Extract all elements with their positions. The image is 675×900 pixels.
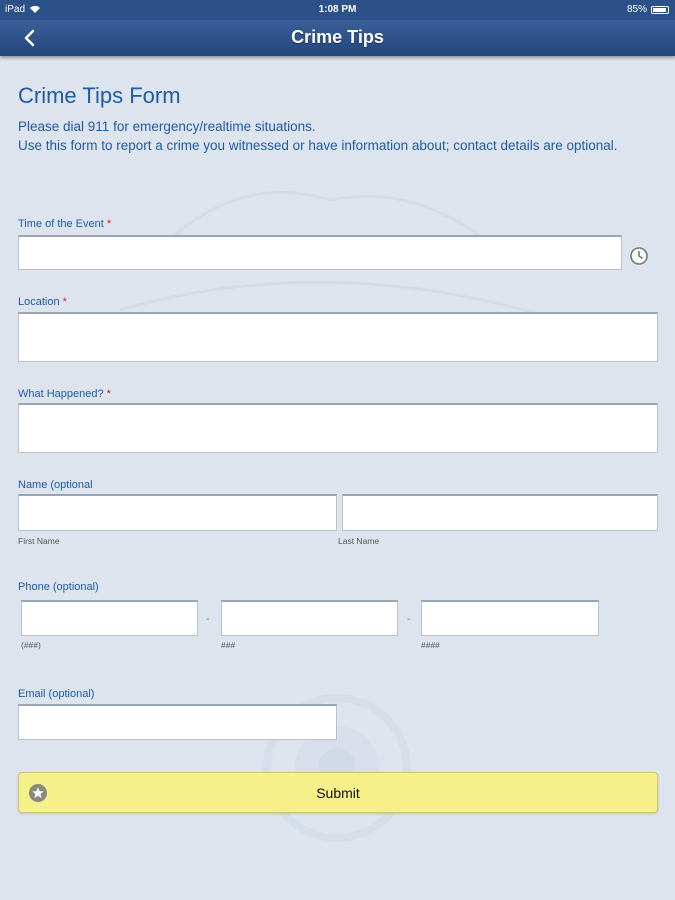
time-label bbox=[18, 218, 111, 230]
what-happened-label-text: What Happened? bbox=[18, 388, 104, 400]
phone-area-sublabel: (###) bbox=[21, 640, 41, 650]
phone-area-code-input[interactable] bbox=[21, 600, 198, 636]
battery-icon bbox=[651, 6, 669, 14]
first-name-input[interactable] bbox=[18, 494, 337, 531]
clock-icon[interactable] bbox=[629, 246, 649, 266]
status-time: 1:08 PM bbox=[318, 4, 357, 15]
battery-percent: 85% bbox=[626, 4, 647, 15]
form-title: Crime Tips Form bbox=[18, 83, 181, 108]
first-name-sublabel: First Name bbox=[18, 536, 60, 546]
what-happened-input[interactable] bbox=[18, 403, 658, 453]
name-label: Name (optional bbox=[18, 479, 93, 491]
time-of-event-input[interactable] bbox=[18, 235, 622, 270]
location-label-text: Location bbox=[18, 296, 60, 308]
last-name-sublabel: Last Name bbox=[338, 536, 380, 546]
intro-emergency-text: Please dial 911 for emergency/realtime situations. bbox=[18, 119, 316, 134]
submit-label: Submit bbox=[316, 785, 360, 801]
phone-line-sublabel: #### bbox=[421, 640, 440, 650]
location-label bbox=[18, 296, 67, 308]
nav-bar bbox=[0, 20, 675, 56]
phone-line-input[interactable] bbox=[421, 600, 599, 636]
required-marker: * bbox=[62, 296, 67, 308]
email-label: Email (optional) bbox=[18, 688, 95, 700]
location-input[interactable] bbox=[18, 312, 658, 362]
intro-instructions-text: Use this form to report a crime you witnessed or have information about; contact details are optional. bbox=[18, 138, 618, 153]
form-intro bbox=[18, 117, 648, 155]
device-label: iPad bbox=[5, 4, 26, 15]
phone-separator: - bbox=[206, 614, 210, 625]
email-input[interactable] bbox=[18, 704, 337, 740]
phone-separator: - bbox=[407, 614, 411, 625]
last-name-input[interactable] bbox=[342, 494, 658, 531]
phone-prefix-input[interactable] bbox=[221, 600, 398, 636]
submit-button[interactable] bbox=[18, 772, 658, 813]
required-marker: * bbox=[106, 218, 112, 230]
time-label-text: Time of the Event bbox=[18, 218, 104, 230]
phone-label: Phone (optional) bbox=[18, 581, 99, 593]
required-marker: * bbox=[106, 388, 111, 400]
what-happened-label bbox=[18, 388, 111, 400]
phone-prefix-sublabel: ### bbox=[221, 640, 236, 650]
status-bar bbox=[0, 0, 675, 20]
nav-title: Crime Tips bbox=[291, 27, 384, 47]
